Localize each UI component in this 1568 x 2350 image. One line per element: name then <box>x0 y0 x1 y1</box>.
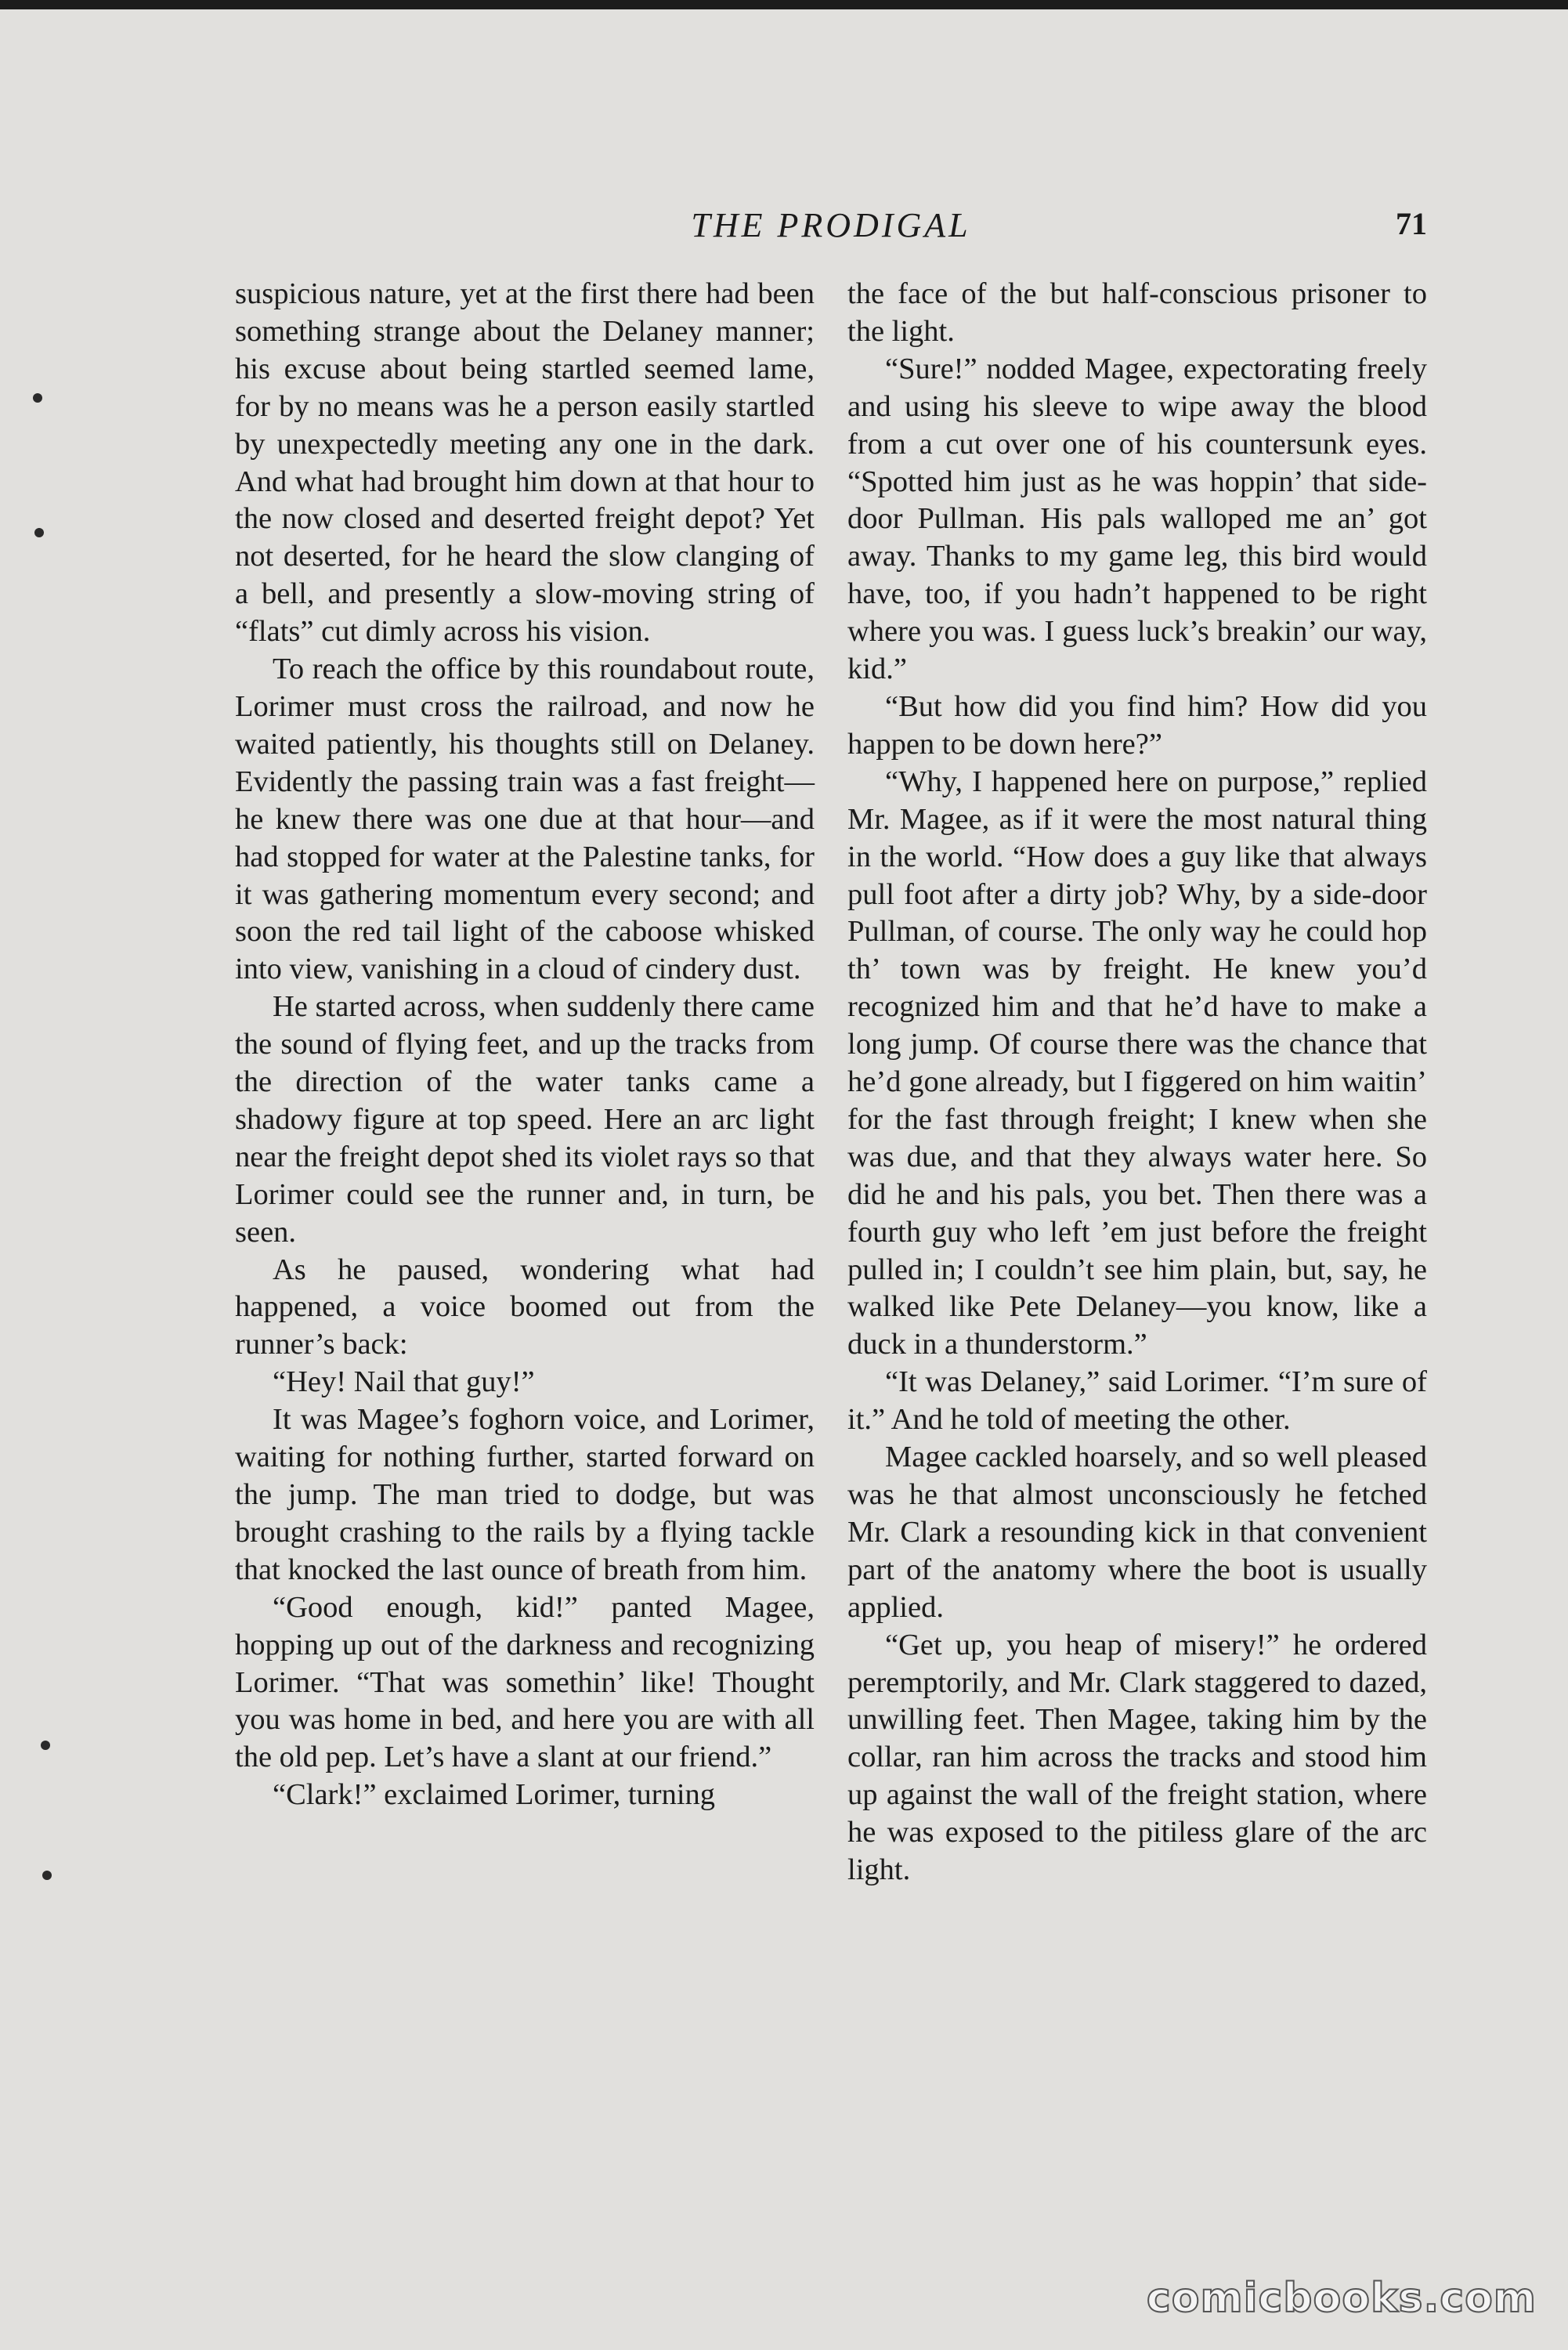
book-page <box>0 9 1568 2350</box>
paragraph: As he paused, wondering what had happened, a voice boomed out from the runner’s back: <box>235 1253 815 1361</box>
running-title: THE PRODIGAL <box>691 206 971 244</box>
left-text-column <box>235 276 815 1814</box>
right-text-column <box>847 276 1427 1889</box>
paragraph: “Clark!” exclaimed Lorimer, turning <box>273 1778 716 1812</box>
paragraph: “But how did you find him? How did you happen to be down here?” <box>847 689 1427 761</box>
binding-hole <box>42 1871 52 1880</box>
paragraph: “Why, I happened here on purpose,” replied Mr. Magee, as if it were the most natural thing in the world. “How does a guy like that always pull foot after a dirty job? Why, by a side-door Pullman, of course. The only way he could hop th’ town was by freight. He knew you’d recognized him and that he’d have to make a long jump. Of course there was the chance that he’d gone already, but I figgered on him waitin’ for the fast through freight; I knew when she was due, and that they always water here. So did he and his pals, you bet. Then there was a fourth guy who left ’em just before the freight pulled in; I couldn’t see him plain, but, say, he walked like Pete Delaney—you know, like a duck in a thunderstorm.” <box>847 765 1427 1361</box>
binding-hole <box>41 1741 50 1750</box>
paragraph: “Get up, you heap of misery!” he ordered peremptorily, and Mr. Clark staggered to dazed, unwilling feet. Then Magee, taking him by the collar, ran him across the tracks and stood him up against the wall of the freight station, where he was exposed to the pitiless glare of the arc light. <box>847 1628 1427 1887</box>
paragraph: It was Magee’s foghorn voice, and Lorimer, waiting for nothing further, started forward on the jump. The man tried to dodge, but was brought crashing to the rails by a flying tackle that knocked the last ounce of breath from him. <box>235 1403 815 1586</box>
binding-hole <box>33 393 42 403</box>
paragraph: the face of the but half-conscious prisoner to the light. <box>847 277 1427 348</box>
paragraph: He started across, when suddenly there came the sound of flying feet, and up the tracks from the direction of the water tanks came a shadowy figure at top speed. Here an arc light near the freight depot shed its violet rays so that Lorimer could see the runner and, in turn, be seen. <box>235 990 815 1249</box>
binding-hole <box>34 528 44 537</box>
paragraph: suspicious nature, yet at the first there had been something strange about the Delaney manner; his excuse about being startled seemed lame, for by no means was he a person easily startled by unexpectedly meeting any one in the dark. And what had brought him down at that hour to the now closed and deserted freight depot? Yet not deserted, for he heard the slow clanging of a bell, and presently a slow-moving string of “flats” cut dimly across his vision. <box>235 277 815 649</box>
paragraph: Magee cackled hoarsely, and so well pleased was he that almost unconsciously he fetched Mr. Clark a resounding kick in that convenient part of the anatomy where the boot is usually applied. <box>847 1441 1427 1624</box>
paragraph: To reach the office by this roundabout route, Lorimer must cross the railroad, and now he waited patiently, his thoughts still on Delaney. Evidently the passing train was a fast freight—he knew there was one due at that hour—and had stopped for water at the Palestine tanks, for it was gathering momentum every second; and soon the red tail light of the caboose whisked into view, vanishing in a cloud of cindery dust. <box>235 653 815 986</box>
top-edge-rule <box>0 0 1568 9</box>
paragraph: “It was Delaney,” said Lorimer. “I’m sure of it.” And he told of meeting the other. <box>847 1365 1427 1437</box>
paragraph: “Sure!” nodded Magee, expectorating freely and using his sleeve to wipe away the blood from a cut over one of his countersunk eyes. “Spotted him just as he was hoppin’ that side-door Pullman. His pals walloped me an’ got away. Thanks to my game leg, this bird would have, too, if you hadn’t happened to be right where you was. I guess luck’s breakin’ our way, kid.” <box>847 352 1427 686</box>
paragraph: “Hey! Nail that guy!” <box>273 1365 535 1399</box>
paragraph: “Good enough, kid!” panted Magee, hopping up out of the darkness and recognizing Lorimer. “That was somethin’ like! Thought you was home in bed, and here you are with all the old pep. Let’s have a slant at our friend.” <box>235 1590 815 1774</box>
site-watermark: comicbooks.com <box>1146 2275 1537 2322</box>
page-number: 71 <box>1396 206 1427 241</box>
page-header <box>235 205 1427 252</box>
